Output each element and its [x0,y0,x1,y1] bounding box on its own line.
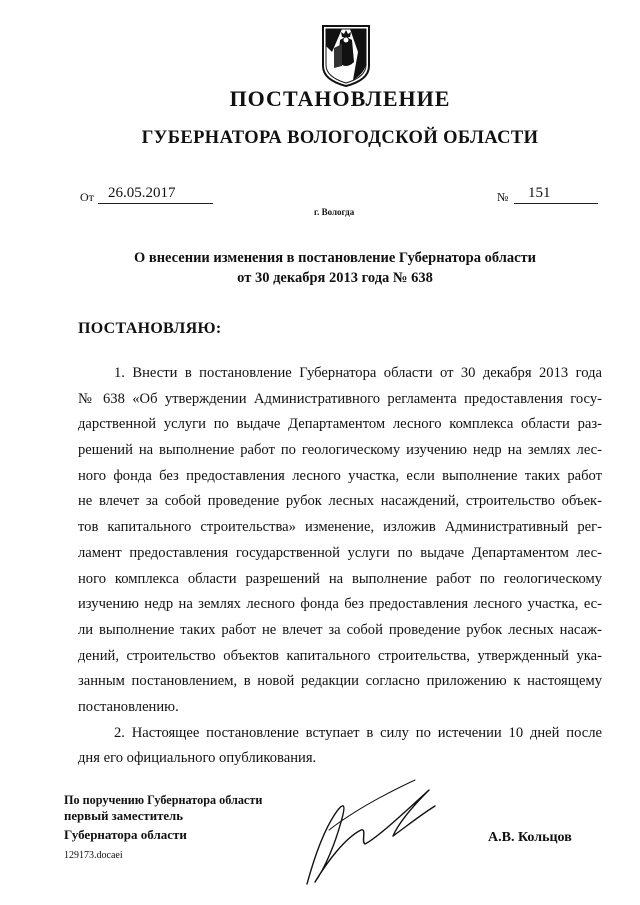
body-line: тов капитального строительства» изменение, изложив Административный рег- [78,519,602,536]
body-line: дений, строительство объектов капитального строительства, утвержденный ука- [78,647,602,664]
signer-name: А.В. Кольцов [488,830,572,845]
document-number: 151 [514,185,598,204]
body-line: постановлению. [78,698,179,715]
document-date: 26.05.2017 [98,185,213,204]
signature-authority-line-2: первый заместитель [64,809,183,823]
body-line: решений на выполнение работ по геологическому изучению недр на землях лес- [78,442,602,459]
body-line: ламент предоставления государственной услуги по выдаче Департаментом лес- [78,544,602,561]
file-code: 129173.docaei [64,850,123,861]
body-line: дня его официального опубликования. [78,750,317,767]
body-line: изучению недр на землях лесного фонда без предоставления лесного участка, ес- [78,596,602,613]
body-line: дарственной услуги по выдаче Департаментом лесного комплекса области раз- [78,416,602,433]
subject-line-2: от 30 декабря 2013 года № 638 [237,270,433,286]
coat-of-arms-icon [320,22,372,88]
body-line: 2. Настоящее постановление вступает в силу по истечении 10 дней после [114,724,602,741]
subject-line-1: О внесении изменения в постановление Губернатора области [133,250,537,266]
document-title: ПОСТАНОВЛЕНИЕ [229,86,451,111]
decree-heading: ПОСТАНОВЛЯЮ: [78,320,222,337]
signature-authority-line-1: По поручению Губернатора области [64,793,263,807]
handwritten-signature [295,772,455,890]
document-body [78,363,602,774]
body-line: № 638 «Об утверждении Административного регламента предоставления госу- [78,390,602,407]
body-line: ли выполнение таких работ не влечет за собой проведение рубок лесных насаж- [78,621,602,638]
number-prefix: № [497,190,509,204]
date-prefix: От [80,190,94,204]
body-line: 1. Внести в постановление Губернатора области от 30 декабря 2013 года [114,365,602,381]
body-line: ного фонда без предоставления лесного участка, если выполнение таких работ [78,467,602,484]
city-label: г. Вологда [314,207,355,217]
body-line: ного комплекса области разрешений на выполнение работ по геологическому [78,570,602,587]
body-line: занным постановлением, в новой редакции согласно приложению к настоящему [78,673,602,690]
document-subtitle: ГУБЕРНАТОРА ВОЛОГОДСКОЙ ОБЛАСТИ [141,128,539,148]
body-line: не влечет за собой проведение рубок лесных насаждений, строительство объек- [78,493,602,510]
signature-authority-line-3: Губернатора области [64,827,187,842]
